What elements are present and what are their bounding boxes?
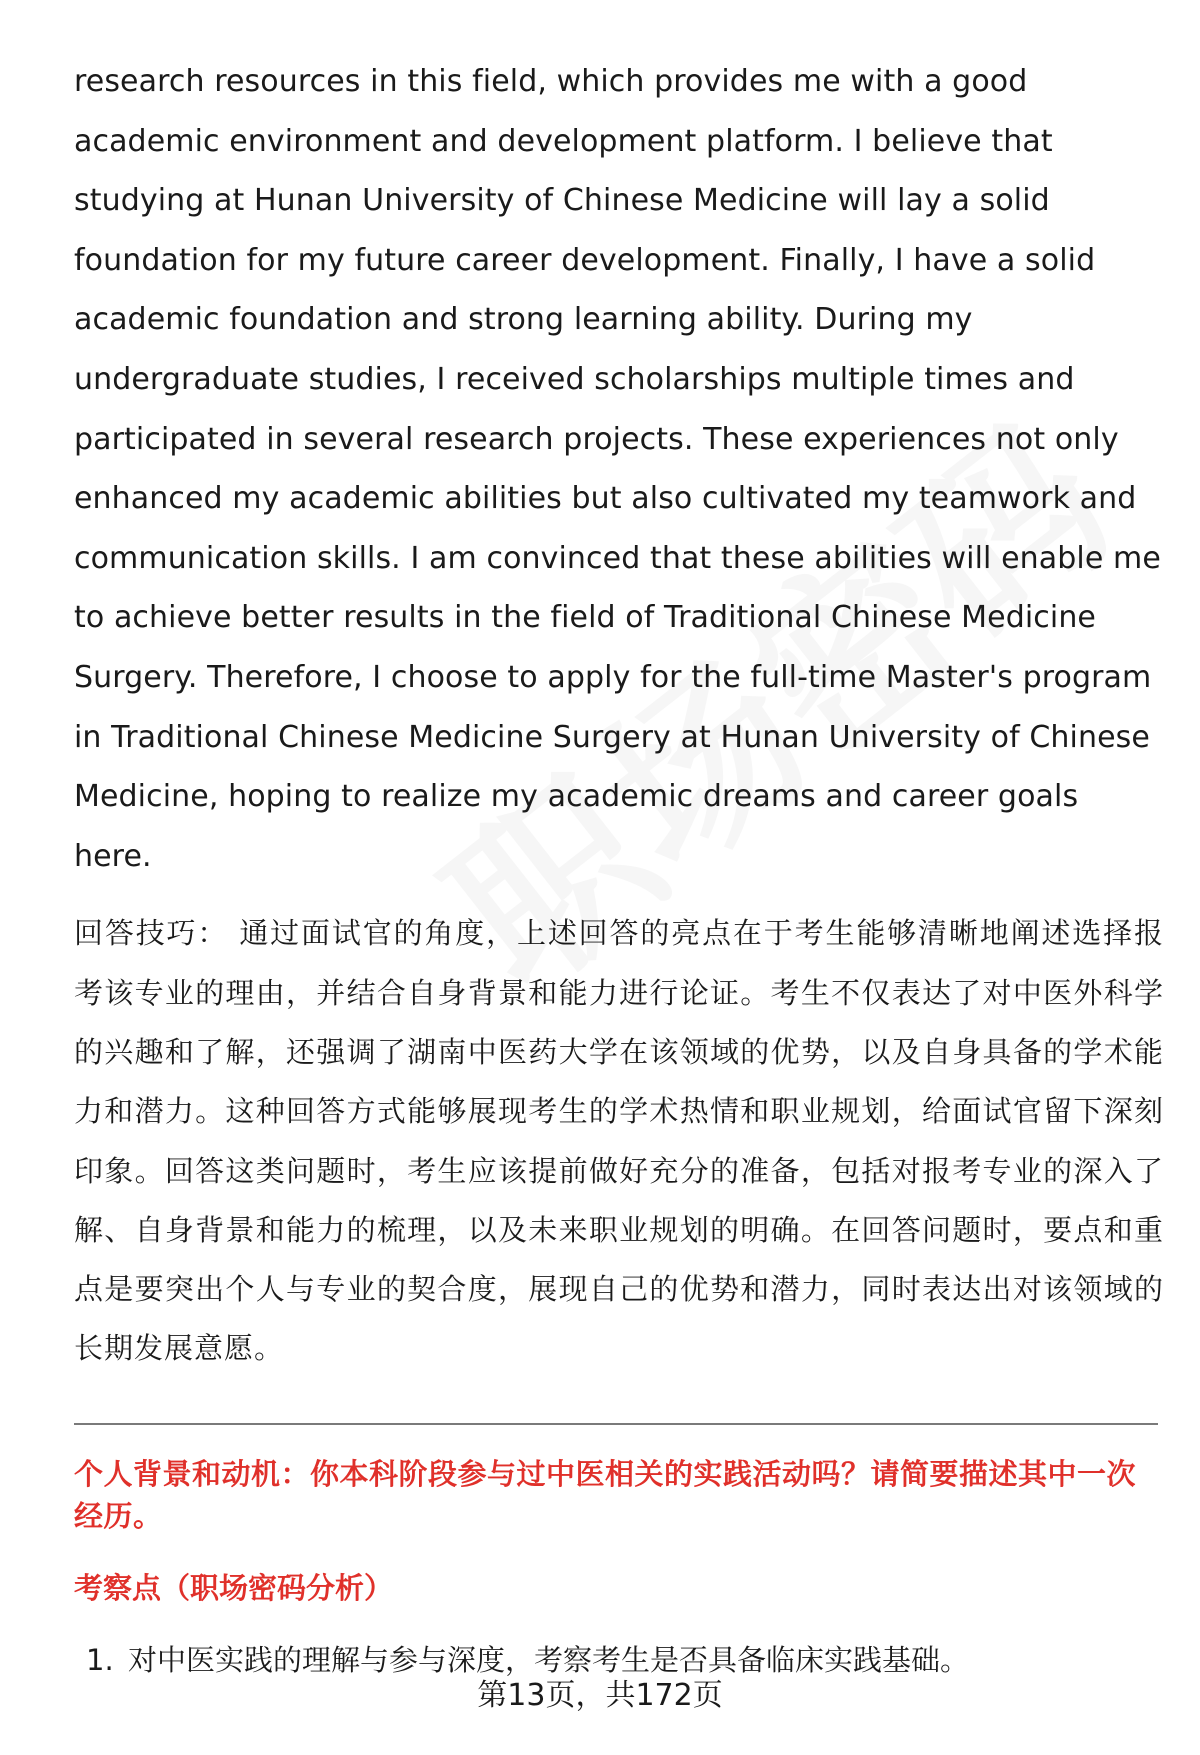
document-page [74, 52, 1164, 1681]
section-divider [74, 1423, 1158, 1425]
assessment-list [74, 1639, 1164, 1681]
page-footer: 第13页，共172页 [477, 1678, 723, 1713]
list-item [74, 1639, 1164, 1681]
assessment-heading: 考察点（职场密码分析） [74, 1570, 394, 1605]
question-heading: 个人背景和动机：你本科阶段参与过中医相关的实践活动吗？请简要描述其中一次经历。 [74, 1456, 1137, 1533]
list-item-number: 1. [86, 1642, 114, 1677]
list-item-text: 对中医实践的理解与参与深度，考察考生是否具备临床实践基础。 [128, 1642, 970, 1677]
english-answer-paragraph: research resources in this field, which provides me with a good academic environment and development platform. I believe that studying at Hunan University of Chinese Medicine will lay a solid foundation for my future career development. Finally, I have a solid academic foundation and strong learning ability. During my undergraduate studies, I received scholarships multiple times and participated in several research projects. These experiences not only enhanced my academic abilities but also cultivated my teamwork and communication skills. I am convinced that these abilities will enable me to achieve better results in the field of Traditional Chinese Medicine Surgery. Therefore, I choose to apply for the full-time Master's program in Traditional Chinese Medicine Surgery at Hunan University of Chinese Medicine, hoping to realize my academic dreams and career goals here. [74, 64, 1161, 874]
answer-tips-paragraph: 回答技巧： 通过面试官的角度，上述回答的亮点在于考生能够清晰地阐述选择报考该专业的理由，并结合自身背景和能力进行论证。考生不仅表达了对中医外科学的兴趣和了解，还强调了湖南中医药大学在该领域的优势，以及自身具备的学术能力和潜力。这种回答方式能够展现考生的学术热情和职业规划，给面试官留下深刻印象。回答这类问题时，考生应该提前做好充分的准备，包括对报考专业的深入了解、自身背景和能力的梳理，以及未来职业规划的明确。在回答问题时，要点和重点是要突出个人与专业的契合度，展现自己的优势和潜力，同时表达出对该领域的长期发展意愿。 [74, 916, 1164, 1366]
